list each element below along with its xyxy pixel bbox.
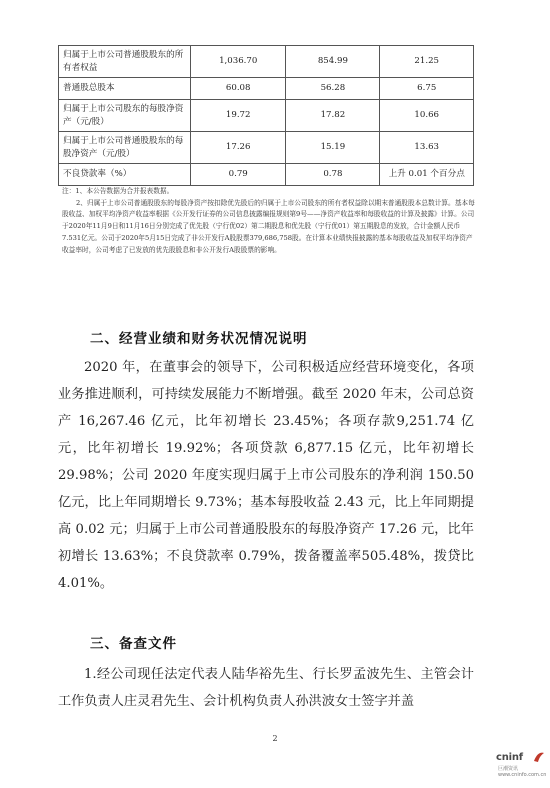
table-row: [59, 78, 474, 100]
page-number: 2: [272, 734, 278, 743]
financial-data-table: [58, 45, 474, 186]
documents-paragraph: [58, 661, 474, 715]
documents-text: 1.经公司现任法定代表人陆华裕先生、行长罗孟波先生、主管会计工作负责人庄灵君先生、会计机构负责人孙洪波女士签字并盖: [58, 667, 474, 709]
table-cell: 15.19: [286, 132, 380, 164]
table-cell: 13.63: [380, 132, 474, 164]
table-row: [59, 46, 474, 78]
note-1: 注：1、本公告数据为合并报表数据。: [62, 187, 174, 195]
business-text: 2020 年，在董事会的领导下，公司积极适应经营环境变化，各项业务推进顺利，可持续发展能力不断增强。截至 2020 年末，公司总资产 16,267.46 亿元，比年初增长 23.45%；各项存款9,251.74 亿元，比年初增长 19.92%；各项贷款 6,877.15 亿元，比年初增长 29.98%；公司 2020 年度实现归属于上市公司股东的净利润 150.50 亿元，比上年同期增长 9.73%；基本每股收益 2.43 元，比上年同期提高 0.02 元；归属于上市公司普通股股东的每股净资产 17.26 元，比年初增长 13.63%；不良贷款率 0.79%，拨备覆盖率505.48%，拨贷比 4.01%。: [58, 360, 474, 591]
table-cell: 0.78: [286, 164, 380, 186]
table-cell: 17.26: [191, 132, 286, 164]
logo-subtitle: 巨潮资讯: [498, 766, 519, 772]
table-cell: 1,036.70: [191, 46, 286, 78]
table-cell: 19.72: [191, 100, 286, 132]
row-label: 归属于上市公司普通股股东的每股净资产（元/股）: [59, 132, 191, 164]
table-cell: 60.08: [191, 78, 286, 100]
table-cell: 6.75: [380, 78, 474, 100]
table-row: [59, 132, 474, 164]
table-cell: 0.79: [191, 164, 286, 186]
row-label: 不良贷款率（%）: [59, 164, 191, 186]
table-row: [59, 164, 474, 186]
table-cell: 56.28: [286, 78, 380, 100]
section-heading-documents: 三、备查文件: [90, 636, 177, 652]
table-cell: 上升 0.01 个百分点: [380, 164, 474, 186]
business-paragraph: [58, 354, 474, 597]
row-label: 普通股总股本: [59, 78, 191, 100]
table-cell: 17.82: [286, 100, 380, 132]
row-label: 归属于上市公司股东的每股净资产（元/股）: [59, 100, 191, 132]
table-notes: [62, 186, 478, 256]
table-cell: 854.99: [286, 46, 380, 78]
row-label: 归属于上市公司普通股股东的所有者权益: [59, 46, 191, 78]
logo-url: www.cninfo.com.cn: [498, 772, 547, 778]
note-2: 2、归属于上市公司普通股股东的每股净资产按扣除优先股后的归属于上市公司股东的所有者权益除以期末普通股股本总数计算。基本每股收益、加权平均净资产收益率根据《公开发行证券的公司信息披露编报规则第9号——净资产收益率和每股收益的计算及披露》计算。公司于2020年11月9日和11月16日分别完成了优先股（宁行优02）第二期股息和优先股（宁行优01）第五期股息的发放，合计金额人民币7.531亿元。公司于2020年5月15日完成了非公开发行A股股票379,686,758股。在计算本业绩快报披露的基本每股收益及加权平均净资产收益率时，公司考虑了已发放的优先股股息和非公开发行A股股票的影响。: [62, 198, 475, 254]
table-row: [59, 100, 474, 132]
logo-brand-text: cninf: [496, 752, 523, 763]
table-cell: 21.25: [380, 46, 474, 78]
logo-swoosh-icon: [532, 750, 546, 764]
cninfo-watermark-logo: [496, 750, 546, 780]
table-cell: 10.66: [380, 100, 474, 132]
section-heading-business: 二、经营业绩和财务状况情况说明: [90, 331, 308, 347]
